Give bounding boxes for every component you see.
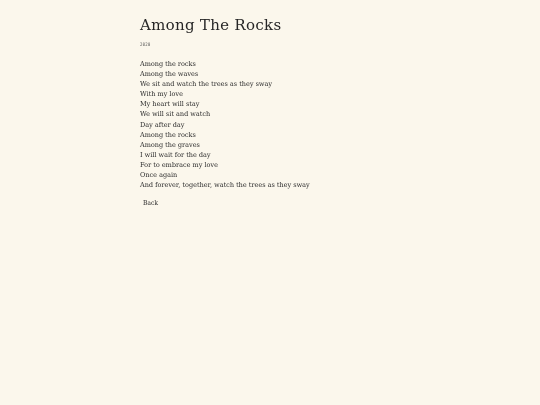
poem-line: Among the rocks [140, 60, 196, 68]
poem-line: With my love [140, 90, 183, 99]
poem-body [140, 59, 500, 190]
poem-line: Among the graves [140, 140, 200, 149]
poem-line: I will wait for the day [140, 150, 211, 159]
post-date: 2020 [140, 42, 151, 47]
post-container [140, 14, 500, 209]
poem-line: Once again [140, 171, 178, 180]
poem-line: Among the waves [140, 70, 199, 79]
poem-line: Day after day [140, 120, 185, 129]
poem-line: We will sit and watch [140, 110, 211, 119]
poem-line: Among the rocks [140, 130, 196, 139]
poem-line: And forever, together, watch the trees as they sway [140, 181, 310, 190]
poem-line: For to embrace my love [140, 160, 218, 169]
poem-line: We sit and watch the trees as they sway [140, 80, 273, 89]
page-title: Among The Rocks [140, 16, 282, 34]
poem-line: My heart will stay [140, 100, 200, 109]
back-link[interactable]: Back [143, 200, 158, 208]
